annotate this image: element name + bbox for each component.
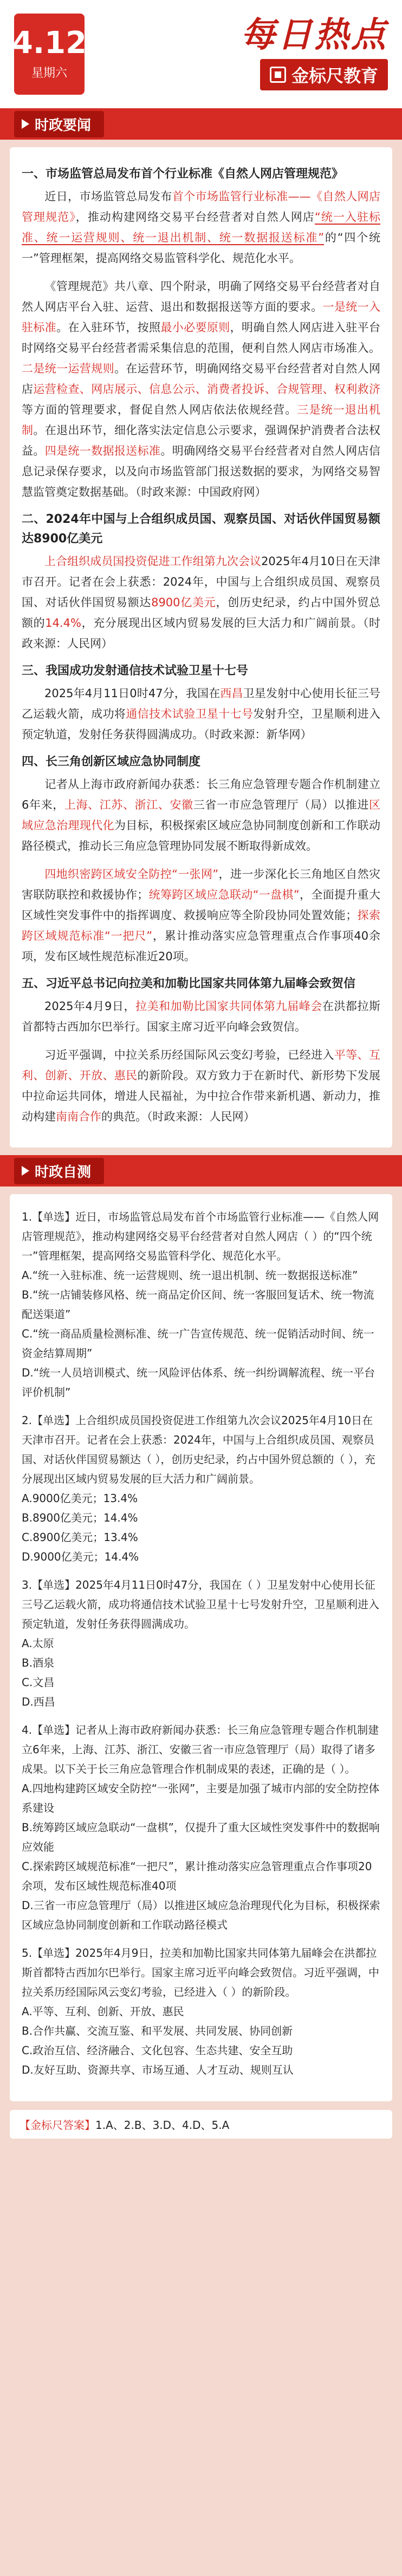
news-paragraph: 近日，市场监管总局发布首个市场监管行业标准——《自然人网店管理规范》，推动构建网络交易平台经营者对自然人网店“统一入驻标准、统一运营规则、统一退出机制、统一数据报送标准”的“四个统一”管理框架，提高网络交易监管科学化、规范化水平。 — [22, 190, 381, 265]
option: A.平等、互利、创新、开放、惠民 — [22, 2005, 184, 2018]
option: C.8900亿美元；13.4% — [22, 1531, 138, 1544]
answer-text: 1.A、2.B、3.D、4.D、5.A — [95, 2119, 230, 2132]
question-stem: 4.【单选】记者从上海市政府新闻办获悉：长三角应急管理专题合作机制建立6年来，上海、江苏、浙江、安徽三省一市应急管理厅（局）取得了诸多成果。以下关于长三角应急管理合作机制成果的表述，正确的是（ ）。 — [22, 1723, 379, 1775]
news-title-5: 五、习近平总书记向拉美和加勒比国家共同体第九届峰会致贺信 — [22, 977, 356, 991]
news-title-3: 三、我国成功发射通信技术试验卫星十七号 — [22, 664, 249, 678]
option: D.友好互助、资源共享、市场互通、人才互动、规则互认 — [22, 2063, 294, 2076]
date-badge — [11, 14, 87, 95]
question-5 — [22, 1943, 380, 2080]
news-paragraph: 习近平强调，中拉关系历经国际风云变幻考验，已经进入平等、互利、创新、开放、惠民的新阶段。双方致力于在新时代、新形势下发展中拉命运共同体，增进人民福祉，为中拉合作带来新机遇、新动力，推动构建南南合作的典范。（时政来源：人民网） — [22, 1048, 381, 1123]
option: A.9000亿美元；13.4% — [22, 1492, 138, 1505]
news-title-2: 二、2024年中国与上合组织成员国、观察员国、对话伙伴国贸易额达8900亿美元 — [22, 513, 380, 546]
option: D.三省一市应急管理厅（局）以推进区域应急治理现代化为目标，积极探索区域应急协同制度创新和工作联动路径模式 — [22, 1899, 380, 1931]
option: C.探索跨区域规范标准“一把尺”，累计推动落实应急管理重点合作事项20余项，发布区域性规范标准40项 — [22, 1860, 372, 1892]
triangle-icon — [22, 1166, 29, 1176]
option: C.“统一商品质量检测标准、统一广告宣传规范、统一促销活动时间、统一资金结算周期” — [22, 1327, 374, 1360]
option: B.合作共赢、交流互鉴、和平发展、共同发展、协同创新 — [22, 2024, 293, 2037]
news-paragraph: 2025年4月9日，拉美和加勒比国家共同体第九届峰会在洪都拉斯首都特古西加尔巴举行。国家主席习近平向峰会致贺信。 — [22, 1000, 381, 1033]
weekday: 星期六 — [31, 66, 67, 80]
news-title-1: 一、市场监管总局发布首个行业标准《自然人网店管理规范》 — [22, 167, 344, 181]
triangle-icon — [22, 119, 29, 129]
option: D.“统一人员培训模式、统一风险评估体系、统一纠纷调解流程、统一平台评价机制” — [22, 1366, 375, 1399]
news-paragraph: 《管理规范》共八章、四个附录，明确了网络交易平台经营者对自然人网店平台入驻、运营、退出和数据报送等方面的要求。一是统一入驻标准。在入驻环节，按照最小必要原则，明确自然人网店进入驻平台时网络交易平台经营者需采集信息的范围，便利自然人网店市场准入。二是统一运营规则。在运营环节，明确网络交易平台经营者对自然人网店运营检查、网店展示、信息公示、消费者投诉、合规管理、权利救济等方面的管理要求，督促自然人网店依法依规经营。三是统一退出机制。在退出环节，细化落实法定信息公示要求，强调保护消费者合法权益。四是统一数据报送标准。明确网络交易平台经营者对自然人网店信息记录保存要求，以及向市场监管部门报送数据的要求，为网络交易智慧监管奠定数据基础。（时政来源：中国政府网） — [22, 280, 381, 499]
news-title-4: 四、长三角创新区域应急协同制度 — [22, 755, 201, 769]
question-stem: 1.【单选】近日，市场监管总局发布首个市场监管行业标准——《自然人网店管理规范》，推动构建网络交易平台经营者对自然人网店（ ）的“四个统一”管理框架，提高网络交易监管科学化、规范化水平。 — [22, 1210, 379, 1262]
option: C.文昌 — [22, 1676, 55, 1689]
question-4 — [22, 1720, 380, 1935]
option: B.统筹跨区域应急联动“一盘棋”，仅提升了重大区域性突发事件中的数据响应效能 — [22, 1821, 380, 1853]
section-pill — [14, 111, 104, 137]
section-title-news — [0, 108, 402, 140]
question-1 — [22, 1207, 380, 1402]
option: B.酒泉 — [22, 1656, 55, 1669]
option: A.太原 — [22, 1637, 54, 1650]
answer-box — [10, 2110, 392, 2139]
news-paragraph: 记者从上海市政府新闻办获悉：长三角应急管理专题合作机制建立6年来，上海、江苏、浙江、安徽三省一市应急管理厅（局）以推进区域应急治理现代化为目标，积极探索区域应急协同制度创新和工作联动路径模式，推动长三角应急管理协同发展不断取得新成效。 — [22, 778, 381, 853]
news-paragraph: 上合组织成员国投资促进工作组第九次会议2025年4月10日在天津市召开。记者在会上获悉：2024年，中国与上合组织成员国、观察员国、对话伙伴国贸易额达8900亿美元，创历史纪录，约占中国外贸总额的14.4%，充分展现出区域内贸易发展的巨大活力和广阔前景。（时政来源：人民网） — [22, 555, 381, 650]
news-paragraph: 2025年4月11日0时47分，我国在西昌卫星发射中心使用长征三号乙运载火箭，成功将通信技术试验卫星十七号发射升空，卫星顺利进入预定轨道，发射任务获得圆满成功。（时政来源：新华网） — [22, 687, 381, 741]
option: A.“统一入驻标准、统一运营规则、统一退出机制、统一数据报送标准” — [22, 1269, 358, 1282]
question-stem: 3.【单选】2025年4月11日0时47分，我国在（ ）卫星发射中心使用长征三号乙运载火箭，成功将通信技术试验卫星十七号发射升空，卫星顺利进入预定轨道，发射任务获得圆满成功。 — [22, 1578, 379, 1630]
question-stem: 5.【单选】2025年4月9日，拉美和加勒比国家共同体第九届峰会在洪都拉斯首都特古西加尔巴举行。国家主席习近平向峰会致贺信。习近平强调，中拉关系历经国际风云变幻考验，已经进入（ ）的新阶段。 — [22, 1946, 379, 1998]
date: 4.12 — [11, 25, 87, 61]
option: A.四地构建跨区域安全防控“一张网”，主要是加强了城市内部的安全防控体系建设 — [22, 1782, 380, 1814]
news-card — [10, 147, 392, 1148]
section-pill — [14, 1158, 104, 1184]
brand — [241, 15, 388, 90]
option: D.9000亿美元；14.4% — [22, 1550, 139, 1563]
brand-logo — [260, 59, 388, 90]
section-title-quiz — [0, 1155, 402, 1187]
option: B.8900亿美元；14.4% — [22, 1511, 138, 1524]
question-3 — [22, 1575, 380, 1712]
title: 每日热点 — [241, 15, 388, 55]
option: C.政治互信、经济融合、文化包容、生态共建、安全互助 — [22, 2044, 293, 2057]
question-2 — [22, 1411, 380, 1566]
brand-name: 金标尺教育 — [291, 65, 378, 86]
option: B.“统一店铺装修风格、统一商品定价区间、统一客服回复话术、统一物流配送渠道” — [22, 1288, 374, 1321]
header — [0, 0, 402, 108]
option: D.西昌 — [22, 1695, 55, 1708]
section-title: 时政要闻 — [35, 117, 92, 134]
quiz-card — [10, 1194, 392, 2101]
news-paragraph: 四地织密跨区域安全防控“一张网”，进一步深化长三角地区自然灾害联防联控和救援协作；统筹跨区域应急联动“一盘棋”，全面提升重大区域性突发事件中的指挥调度、救援响应等全阶段协同处置效能；探索跨区域规范标准“一把尺”，累计推动落实应急管理重点合作事项40余项，发布区域性规范标准近20项。 — [22, 868, 381, 963]
answer-label: 【金标尺答案】 — [20, 2119, 95, 2132]
question-stem: 2.【单选】上合组织成员国投资促进工作组第九次会议2025年4月10日在天津市召开。记者在会上获悉：2024年，中国与上合组织成员国、观察员国、对话伙伴国贸易额达（ ），创历史纪录，约占中国外贸总额的（ ），充分展现出区域内贸易发展的巨大活力和广阔前景。 — [22, 1414, 375, 1485]
logo-icon — [270, 67, 286, 83]
section-title: 时政自测 — [35, 1164, 92, 1181]
